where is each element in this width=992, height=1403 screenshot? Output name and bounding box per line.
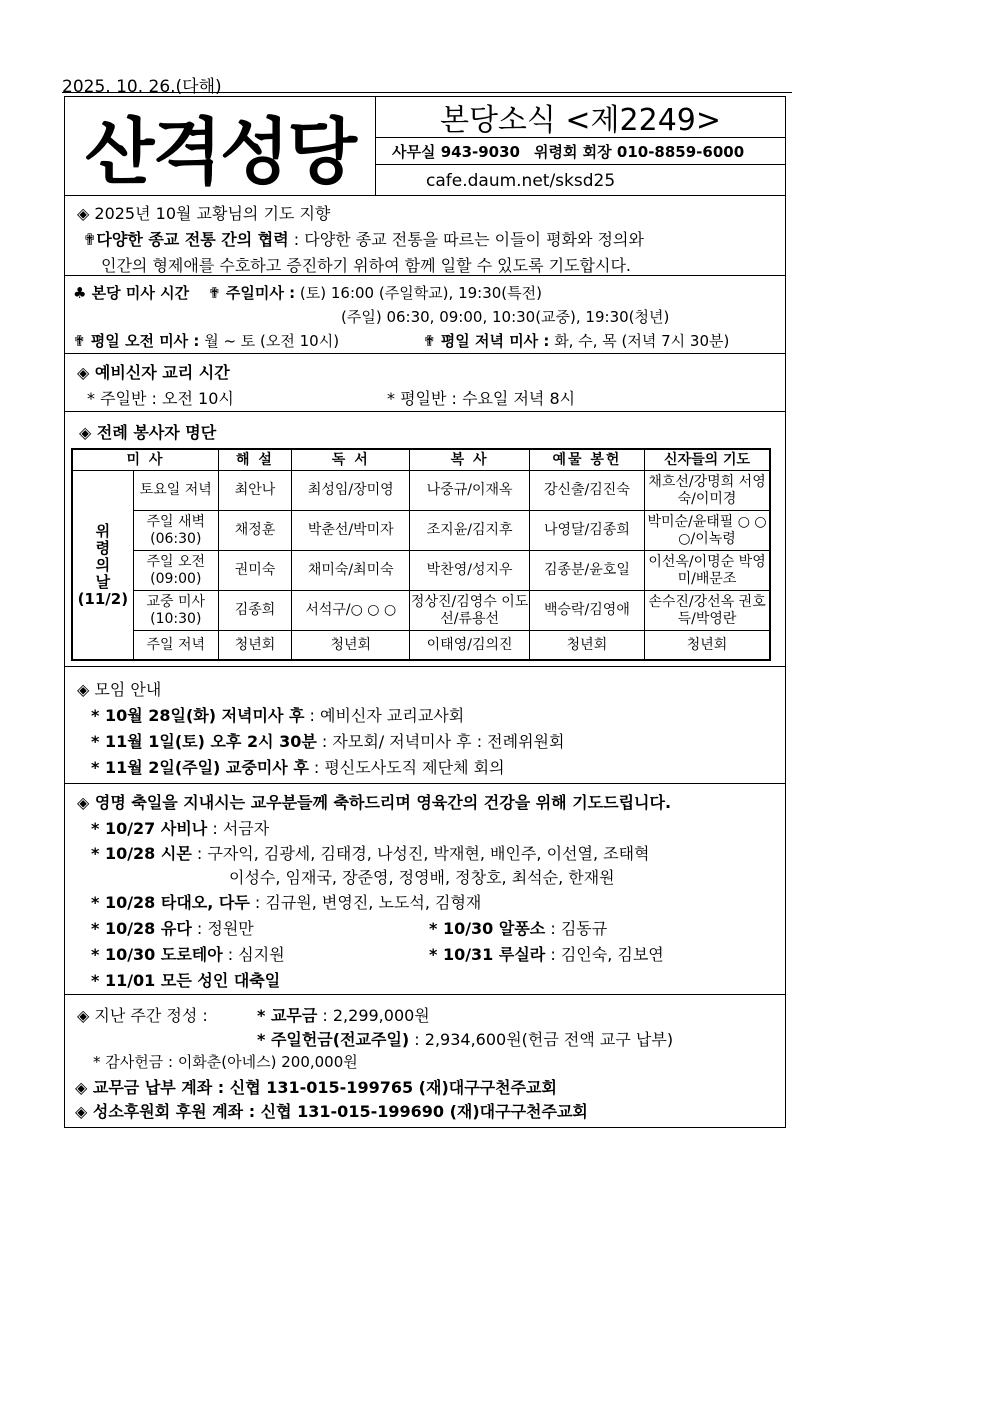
bulletin-date: 2025. 10. 26.(다해) bbox=[62, 77, 222, 97]
offering-cell: 강신출/김진숙 bbox=[529, 471, 644, 511]
reading-cell: 청년회 bbox=[292, 631, 410, 661]
servers-heading: ◈ 전례 봉사자 명단 bbox=[79, 423, 217, 442]
intention-heading: ◈ 2025년 10월 교황님의 기도 지향 bbox=[77, 204, 331, 223]
mass-name: 교중 미사 (10:30) bbox=[133, 591, 218, 631]
bulletin-header bbox=[65, 97, 785, 196]
reading-cell: 서석구/○ ○ ○ bbox=[292, 591, 410, 631]
servers-section bbox=[65, 412, 785, 667]
all-souls-label: 위 령 의 날 (11/2) bbox=[72, 471, 133, 661]
parish-due-line: * 교무금 : 2,299,000원 bbox=[257, 1006, 430, 1025]
weekday-am-label: ✟ 평일 오전 미사 : bbox=[73, 332, 200, 350]
catechumen-heading: ◈ 예비신자 교리 시간 bbox=[77, 363, 230, 382]
catechumen-weekday: * 평일반 : 수요일 저녁 8시 bbox=[387, 389, 576, 408]
sunday-mass-line bbox=[73, 282, 542, 303]
list-item: * 10/27 사비나 : 서금자 bbox=[91, 819, 270, 838]
list-item: * 10/28 유다 : 정원만 bbox=[91, 919, 254, 938]
church-name: 산격성당 bbox=[65, 97, 376, 195]
commentary-cell: 채정훈 bbox=[218, 511, 291, 551]
commentary-cell: 권미숙 bbox=[218, 551, 291, 591]
servers-table bbox=[71, 448, 771, 661]
date-divider bbox=[62, 92, 792, 93]
table-row bbox=[72, 551, 770, 591]
feast-days-section bbox=[65, 784, 785, 995]
col-header-commentary: 해 설 bbox=[218, 449, 291, 471]
offering-cell: 청년회 bbox=[529, 631, 644, 661]
intention-title: ✟다양한 종교 전통 간의 협력 bbox=[83, 230, 289, 249]
prayer-intention-section bbox=[65, 195, 785, 276]
prayer-cell: 채흐선/강명희 서영숙/이미경 bbox=[645, 471, 770, 511]
commentary-cell: 김종희 bbox=[218, 591, 291, 631]
weekday-pm-times: 화, 수, 목 (저녁 7시 30분) bbox=[554, 332, 730, 350]
mass-name: 토요일 저녁 bbox=[133, 471, 218, 511]
server-cell: 이태영/김의진 bbox=[410, 631, 529, 661]
intention-line-1 bbox=[83, 227, 644, 250]
feast-heading: ◈ 영명 축일을 지내시는 교우분들께 축하드리며 영육간의 건강을 위해 기도드립니다. bbox=[77, 793, 672, 812]
col-header-prayer: 신자들의 기도 bbox=[645, 449, 770, 471]
weekday-pm-label: ✟ 평일 저녁 미사 : bbox=[423, 332, 550, 350]
bulletin-frame bbox=[64, 96, 786, 1128]
list-item: * 10/28 시몬 : 구자익, 김광세, 김태경, 나성진, 박재현, 배인주, 이선열, 조태혁 bbox=[91, 844, 650, 863]
sunday-collection-line: * 주일헌금(전교주일) : 2,934,600원(헌금 전액 교구 납부) bbox=[257, 1030, 674, 1049]
reading-cell: 최성임/장미영 bbox=[292, 471, 410, 511]
table-row bbox=[72, 471, 770, 511]
prayer-cell: 손수진/강선옥 권호득/박영란 bbox=[645, 591, 770, 631]
sunday-mass-label: ✟ 주일미사 : bbox=[208, 284, 296, 302]
list-item: * 10월 28일(화) 저녁미사 후 : 예비신자 교리교사회 bbox=[91, 706, 465, 725]
commentary-cell: 청년회 bbox=[218, 631, 291, 661]
office-contacts bbox=[376, 138, 785, 165]
list-item: * 10/31 루실라 : 김인숙, 김보연 bbox=[429, 945, 664, 964]
reading-cell: 채미숙/최미숙 bbox=[292, 551, 410, 591]
server-cell: 조지윤/김지후 bbox=[410, 511, 529, 551]
weekday-mass-line bbox=[73, 330, 339, 351]
weekday-pm-line bbox=[423, 330, 729, 351]
list-item: * 11월 2일(주일) 교중미사 후 : 평신도사도직 제단체 회의 bbox=[91, 758, 505, 777]
server-cell: 나중규/이재옥 bbox=[410, 471, 529, 511]
offerings-label: ◈ 지난 주간 정성 : bbox=[77, 1006, 208, 1025]
catechumen-section bbox=[65, 354, 785, 412]
list-item: * 10/30 알퐁소 : 김동규 bbox=[429, 919, 608, 938]
reading-cell: 박춘선/박미자 bbox=[292, 511, 410, 551]
list-item: * 11/01 모든 성인 대축일 bbox=[91, 971, 281, 990]
catechumen-sunday: * 주일반 : 오전 10시 bbox=[87, 389, 234, 408]
mass-name: 주일 새벽 (06:30) bbox=[133, 511, 218, 551]
meetings-heading: ◈ 모임 안내 bbox=[77, 680, 162, 699]
sunday-mass-saturday: (토) 16:00 (주일학교), 19:30(특전) bbox=[299, 284, 542, 302]
weekday-am-times: 월 ~ 토 (오전 10시) bbox=[204, 332, 340, 350]
offerings-section bbox=[65, 995, 785, 1127]
vocation-account: ◈ 성소후원회 후원 계좌 : 신협 131-015-199690 (재)대구구천주교회 bbox=[75, 1102, 588, 1121]
list-item-continuation: 이성수, 임재국, 장준영, 정영배, 정창호, 최석순, 한재원 bbox=[229, 868, 615, 887]
mass-schedule-section bbox=[65, 276, 785, 354]
mass-label: ♣ 본당 미사 시간 bbox=[73, 284, 190, 302]
server-cell: 박찬영/성지우 bbox=[410, 551, 529, 591]
col-header-mass: 미 사 bbox=[72, 449, 218, 471]
list-item: * 10/28 타대오, 다두 : 김규원, 변영진, 노도석, 김형재 bbox=[91, 893, 482, 912]
mass-name: 주일 오전 (09:00) bbox=[133, 551, 218, 591]
commentary-cell: 최안나 bbox=[218, 471, 291, 511]
col-header-offering: 예물 봉헌 bbox=[529, 449, 644, 471]
prayer-cell: 이선옥/이명순 박영미/배문조 bbox=[645, 551, 770, 591]
offering-cell: 백승락/김영애 bbox=[529, 591, 644, 631]
col-header-reading: 독 서 bbox=[292, 449, 410, 471]
prayer-cell: 박미순/윤태필 ○ ○ ○/이녹령 bbox=[645, 511, 770, 551]
intention-text-2: 인간의 형제애를 수호하고 증진하기 위하여 함께 일할 수 있도록 기도합시다. bbox=[101, 256, 631, 275]
table-row bbox=[72, 511, 770, 551]
sunday-mass-sunday: (주일) 06:30, 09:00, 10:30(교중), 19:30(청년) bbox=[341, 308, 670, 326]
parish-account: ◈ 교무금 납부 계좌 : 신협 131-015-199765 (재)대구구천주교회 bbox=[75, 1078, 557, 1097]
servers-header-row bbox=[72, 449, 770, 471]
mass-name: 주일 저녁 bbox=[133, 631, 218, 661]
intention-text-1: : 다양한 종교 전통을 따르는 이들이 평화와 정의와 bbox=[288, 230, 644, 249]
office-phone: 사무실 943-9030 bbox=[392, 142, 520, 161]
offering-cell: 김종분/윤호일 bbox=[529, 551, 644, 591]
prayer-cell: 청년회 bbox=[645, 631, 770, 661]
table-row bbox=[72, 591, 770, 631]
thanks-offering: * 감사헌금 : 이화춘(아네스) 200,000원 bbox=[93, 1053, 358, 1071]
table-row bbox=[72, 631, 770, 661]
server-cell: 정상진/김영수 이도선/류용선 bbox=[410, 591, 529, 631]
offering-cell: 나영달/김종희 bbox=[529, 511, 644, 551]
meetings-section bbox=[65, 667, 785, 784]
col-header-server: 복 사 bbox=[410, 449, 529, 471]
list-item: * 10/30 도로테아 : 심지원 bbox=[91, 945, 285, 964]
cafe-url[interactable]: cafe.daum.net/sksd25 bbox=[426, 170, 616, 191]
council-phone: 위령회 회장 010-8859-6000 bbox=[533, 142, 745, 161]
news-title: 본당소식 <제2249> bbox=[376, 97, 785, 138]
list-item: * 11월 1일(토) 오후 2시 30분 : 자모회/ 저녁미사 후 : 전례위원회 bbox=[91, 732, 565, 751]
